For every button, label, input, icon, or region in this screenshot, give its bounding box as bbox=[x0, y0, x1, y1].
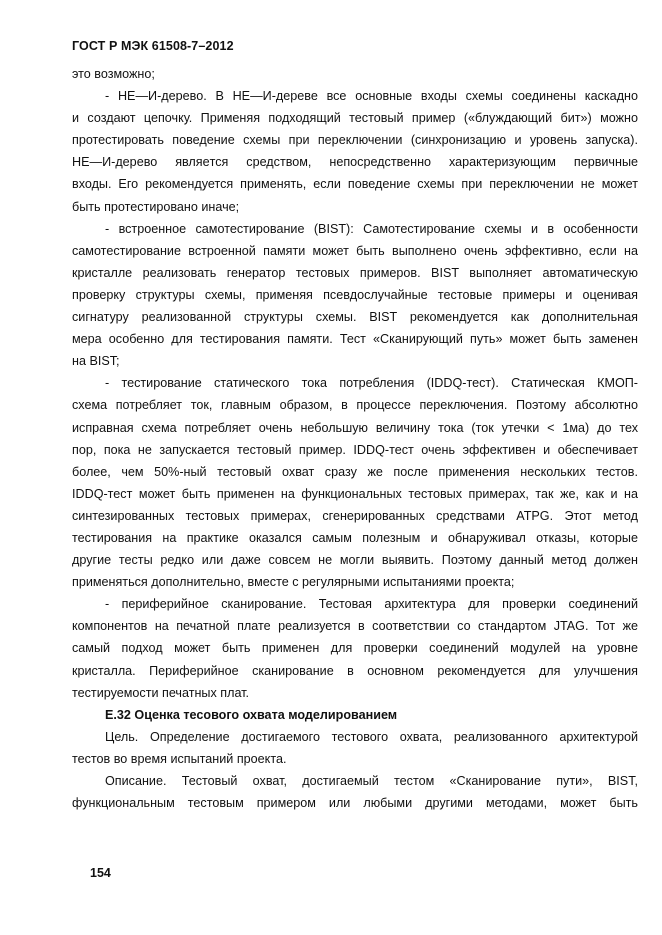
text-line: тестирования на практике оказался самым полезным и обнаруживал отказы, которые bbox=[72, 530, 638, 545]
text-line: кристалле реализовать генератор тестовых примеров. BIST выполняет автоматическую bbox=[72, 265, 638, 280]
list-item-line: - встроенное самотестирование (BIST): Самотестирование схемы и в особенности bbox=[105, 221, 638, 236]
document-header: ГОСТ Р МЭК 61508-7–2012 bbox=[72, 39, 234, 53]
page-number: 154 bbox=[90, 866, 111, 880]
text-line: быть протестировано иначе; bbox=[72, 199, 240, 214]
text-line: самотестирование встроенной памяти может быть выполнено очень эффективно, если на bbox=[72, 243, 638, 258]
text-line: сигнатуру реализованной структуры схемы. BIST рекомендуется как дополнительная bbox=[72, 310, 638, 325]
text-line: пор, пока не запускается тестовый пример. IDDQ-тест очень эффективен и обеспечивает bbox=[72, 442, 638, 457]
text-line: протестировать поведение схемы при переключении (синхронизацию и уровень запуска). bbox=[72, 133, 638, 148]
text-line: НЕ—И-дерево являeтся средством, непосредственно характеризующим первичные bbox=[72, 155, 638, 170]
list-item-line: - периферийное сканирование. Тестовая архитектура для проверки соединений bbox=[105, 597, 638, 612]
text-line: исправная схема потребляет очень небольшую величину тока (ток утечки < 1мa) до тех bbox=[72, 420, 638, 435]
text-line: синтезированных тестовых примерах, сгенерированных средствами ATPG. Этот метод bbox=[72, 508, 638, 523]
document-body bbox=[72, 63, 638, 814]
section-heading: Е.32 Оценка тесового охвата моделированием bbox=[105, 707, 398, 722]
text-line: тестов во время испытаний проекта. bbox=[72, 751, 287, 766]
text-line: Цель. Определение достигаемого тестового охвата, реализованного архитектурой bbox=[105, 729, 638, 744]
list-item-line: - НЕ—И-дерево. В НЕ—И-дереве все основные входы схемы соединены каскадно bbox=[105, 89, 638, 104]
text-line: мера особенно для тестирования памяти. Тест «Сканирующий путь» может быть заменен bbox=[72, 332, 638, 347]
text-line: на BIST; bbox=[72, 354, 120, 369]
text-line: другие тесты редко или даже совсем не могли выявить. Поэтому данный метод должен bbox=[72, 553, 638, 568]
text-line: тестируемости печатных плат. bbox=[72, 685, 250, 700]
text-line: и создают цепочку. Применяя подходящий тестовый пример («блуждающий бит») можно bbox=[72, 111, 638, 126]
text-line: компонентов на печатной плате реализуется в соответствии со стандартом JTAG. Тот же bbox=[72, 619, 638, 634]
text-line: схема потребляет ток, главным образом, в процессе переключения. Поэтому абсолютно bbox=[72, 398, 638, 413]
text-line: более, чем 50%-ный тестовый охват сразу же после применения нескольких тестов. bbox=[72, 464, 638, 479]
text-line: кристалла. Периферийное сканирование в основном рекомендуется для улучшения bbox=[72, 663, 638, 678]
text-line: самый подход может быть применен для проверки соединений модулей на уровне bbox=[72, 641, 638, 656]
list-item-line: - тестирование статического тока потребления (IDDQ-тест). Статическая КМОП- bbox=[105, 376, 638, 391]
text-line: применяться дополнительно, вместе с регулярными испытаниями проекта; bbox=[72, 575, 515, 590]
text-line: IDDQ-тест может быть применен на функциональных тестовых примерах, так же, как и на bbox=[72, 486, 638, 501]
text-line: входы. Его рекомендуется применять, если поведение схемы при переключении не может bbox=[72, 177, 638, 192]
text-line: функциональным тестовым примером или любыми другими методами, может быть bbox=[72, 796, 638, 811]
text-line: проверку структуры схемы, применяя псевдослучайные тестовые примеры и оценивая bbox=[72, 287, 638, 302]
text-line: Описание. Тестовый охват, достигаемый тестом «Сканирование пути», BIST, bbox=[105, 774, 638, 788]
text-line: это возможно; bbox=[72, 67, 155, 81]
